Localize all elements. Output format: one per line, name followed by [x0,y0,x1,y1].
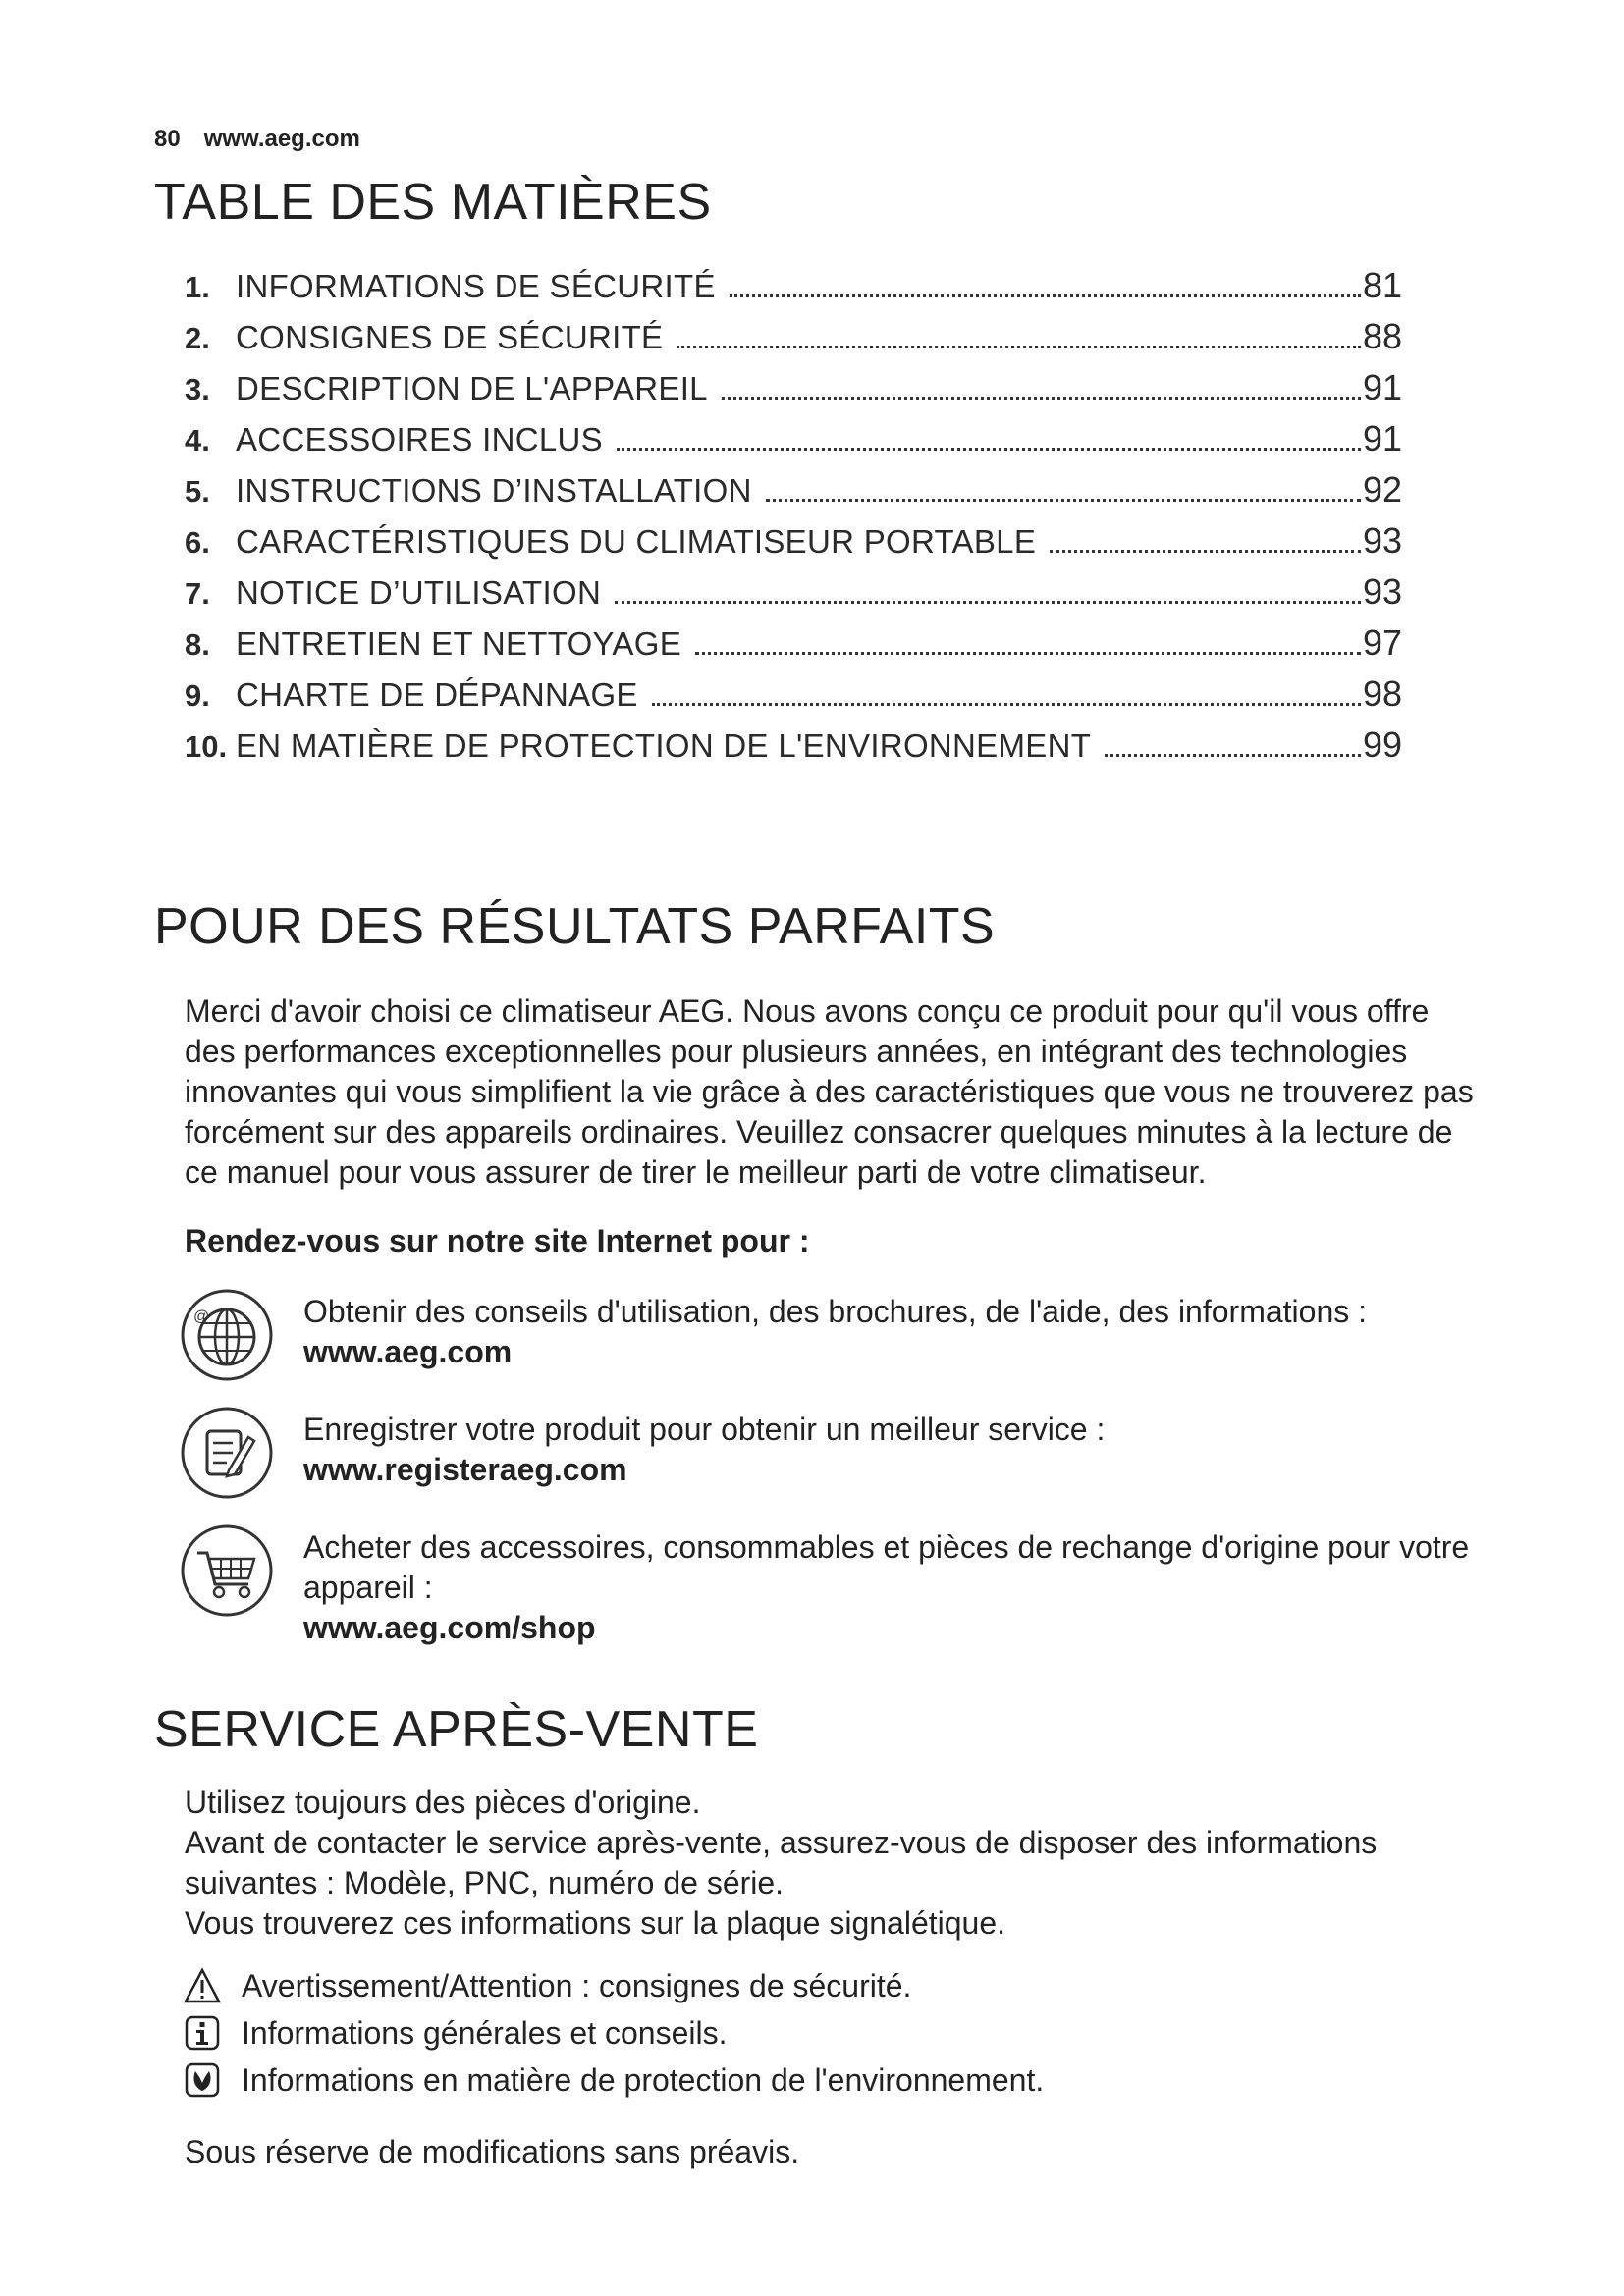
toc-number: 8. [185,627,210,662]
website-item-register [180,1406,1486,1500]
service-paragraph [185,1783,1481,1944]
globe-icon [180,1288,274,1382]
toc-page-number: 88 [1362,316,1402,356]
toc-leader [1050,550,1361,553]
toc-number: 7. [185,576,210,611]
toc-leader [617,448,1361,451]
legend-text: Informations en matière de protection de l'environnement. [242,2061,1045,2098]
toc-leader [615,601,1361,604]
toc-leader [677,346,1361,348]
service-title: SERVICE APRÈS-VENTE [154,1701,759,1758]
toc-entry[interactable] [185,418,1402,469]
info-icon [183,2014,222,2052]
footer-note: Sous réserve de modifications sans préavis. [185,2134,800,2169]
shopping-cart-icon [180,1523,274,1618]
toc-entry[interactable] [185,520,1402,571]
toc-entry-title: CHARTE DE DÉPANNAGE [236,676,638,713]
toc-leader [766,499,1361,502]
toc-entry-title: INFORMATIONS DE SÉCURITÉ [236,268,716,304]
toc-entry[interactable] [185,469,1402,520]
toc-entry[interactable] [185,265,1402,316]
legend-text: Informations générales et conseils. [242,2014,728,2051]
warning-icon [183,1967,222,2004]
svg-text:@: @ [193,1308,210,1325]
website-item-text: Obtenir des conseils d'utilisation, des brochures, de l'aide, des informations : [303,1294,1368,1329]
register-icon [180,1406,274,1500]
toc-entry-title: ACCESSOIRES INCLUS [236,421,603,457]
table-of-contents [185,265,1402,775]
toc-entry-title: NOTICE D’UTILISATION [236,574,602,611]
toc-title: TABLE DES MATIÈRES [154,174,712,231]
toc-entry[interactable] [185,316,1402,367]
toc-page-number: 91 [1362,367,1402,407]
environment-icon [183,2061,222,2099]
toc-page-number: 93 [1362,520,1402,561]
toc-entry-title: ENTRETIEN ET NETTOYAGE [236,625,682,662]
toc-entry-title: INSTRUCTIONS D’INSTALLATION [236,472,752,508]
toc-number: 2. [185,321,210,355]
toc-entry-title: DESCRIPTION DE L'APPAREIL [236,370,708,406]
toc-page-number: 97 [1362,622,1402,663]
toc-number: 3. [185,372,210,406]
intro-paragraph: Merci d'avoir choisi ce climatiseur AEG. Nous avons conçu ce produit pour qu'il vous offre des performances exceptionnelles pour plusieurs années, en intégrant des technologies innovantes qui vous simplifient la vie grâce à des caractéristiques que vous ne trouverez pas forcément sur des appareils ordinaires. Veuillez consacrer quelques minutes à la lecture de ce manuel pour vous assurer de tirer le meilleur parti de votre climatiseur. [185,993,1474,1190]
toc-entry[interactable] [185,724,1402,775]
toc-number: 6. [185,525,210,560]
toc-page-number: 98 [1362,673,1402,714]
website-link[interactable]: www.aeg.com/shop [303,1610,596,1645]
toc-leader [652,703,1361,706]
page-number: 80 [154,126,181,152]
toc-number: 10. [185,729,228,764]
toc-leader [1105,754,1361,757]
toc-entry[interactable] [185,622,1402,673]
website-link[interactable]: www.aeg.com [303,1334,513,1369]
service-line: Vous trouverez ces informations sur la plaque signalétique. [185,1905,1006,1941]
toc-entry[interactable] [185,571,1402,622]
toc-leader [730,294,1361,297]
toc-entry-title: CONSIGNES DE SÉCURITÉ [236,319,664,355]
website-item-info [180,1288,1486,1382]
toc-number: 9. [185,678,210,713]
toc-entry[interactable] [185,673,1402,724]
toc-number: 5. [185,474,210,508]
toc-page-number: 81 [1362,265,1402,305]
website-item-shop [180,1523,1486,1648]
toc-number: 4. [185,423,210,457]
toc-number: 1. [185,270,210,304]
website-heading: Rendez-vous sur notre site Internet pour : [185,1223,810,1258]
toc-entry-title: CARACTÉRISTIQUES DU CLIMATISEUR PORTABLE [236,523,1037,560]
service-line: Utilisez toujours des pièces d'origine. [185,1785,701,1820]
toc-leader [722,397,1361,400]
service-line: Avant de contacter le service après-vente, assurez-vous de disposer des informations suivantes : Modèle, PNC, numéro de série. [185,1825,1378,1900]
toc-page-number: 91 [1362,418,1402,458]
toc-page-number: 99 [1362,724,1402,765]
toc-entry-title: EN MATIÈRE DE PROTECTION DE L'ENVIRONNEMENT [236,727,1092,764]
website-item-text: Enregistrer votre produit pour obtenir un meilleur service : [303,1412,1106,1447]
legend-warning [183,1967,911,2004]
results-title: POUR DES RÉSULTATS PARFAITS [154,898,996,955]
toc-leader [695,652,1361,655]
toc-entry[interactable] [185,367,1402,418]
website-item-text: Acheter des accessoires, consommables et pièces de rechange d'origine pour votre appareil : [303,1529,1470,1605]
website-link[interactable]: www.registeraeg.com [303,1452,627,1487]
toc-page-number: 93 [1362,571,1402,612]
header-site: www.aeg.com [203,126,360,152]
toc-page-number: 92 [1362,469,1402,509]
legend-environment [183,2061,1044,2099]
legend-info [183,2014,727,2052]
page-header [154,126,384,153]
legend-text: Avertissement/Attention : consignes de sécurité. [242,1967,912,2003]
